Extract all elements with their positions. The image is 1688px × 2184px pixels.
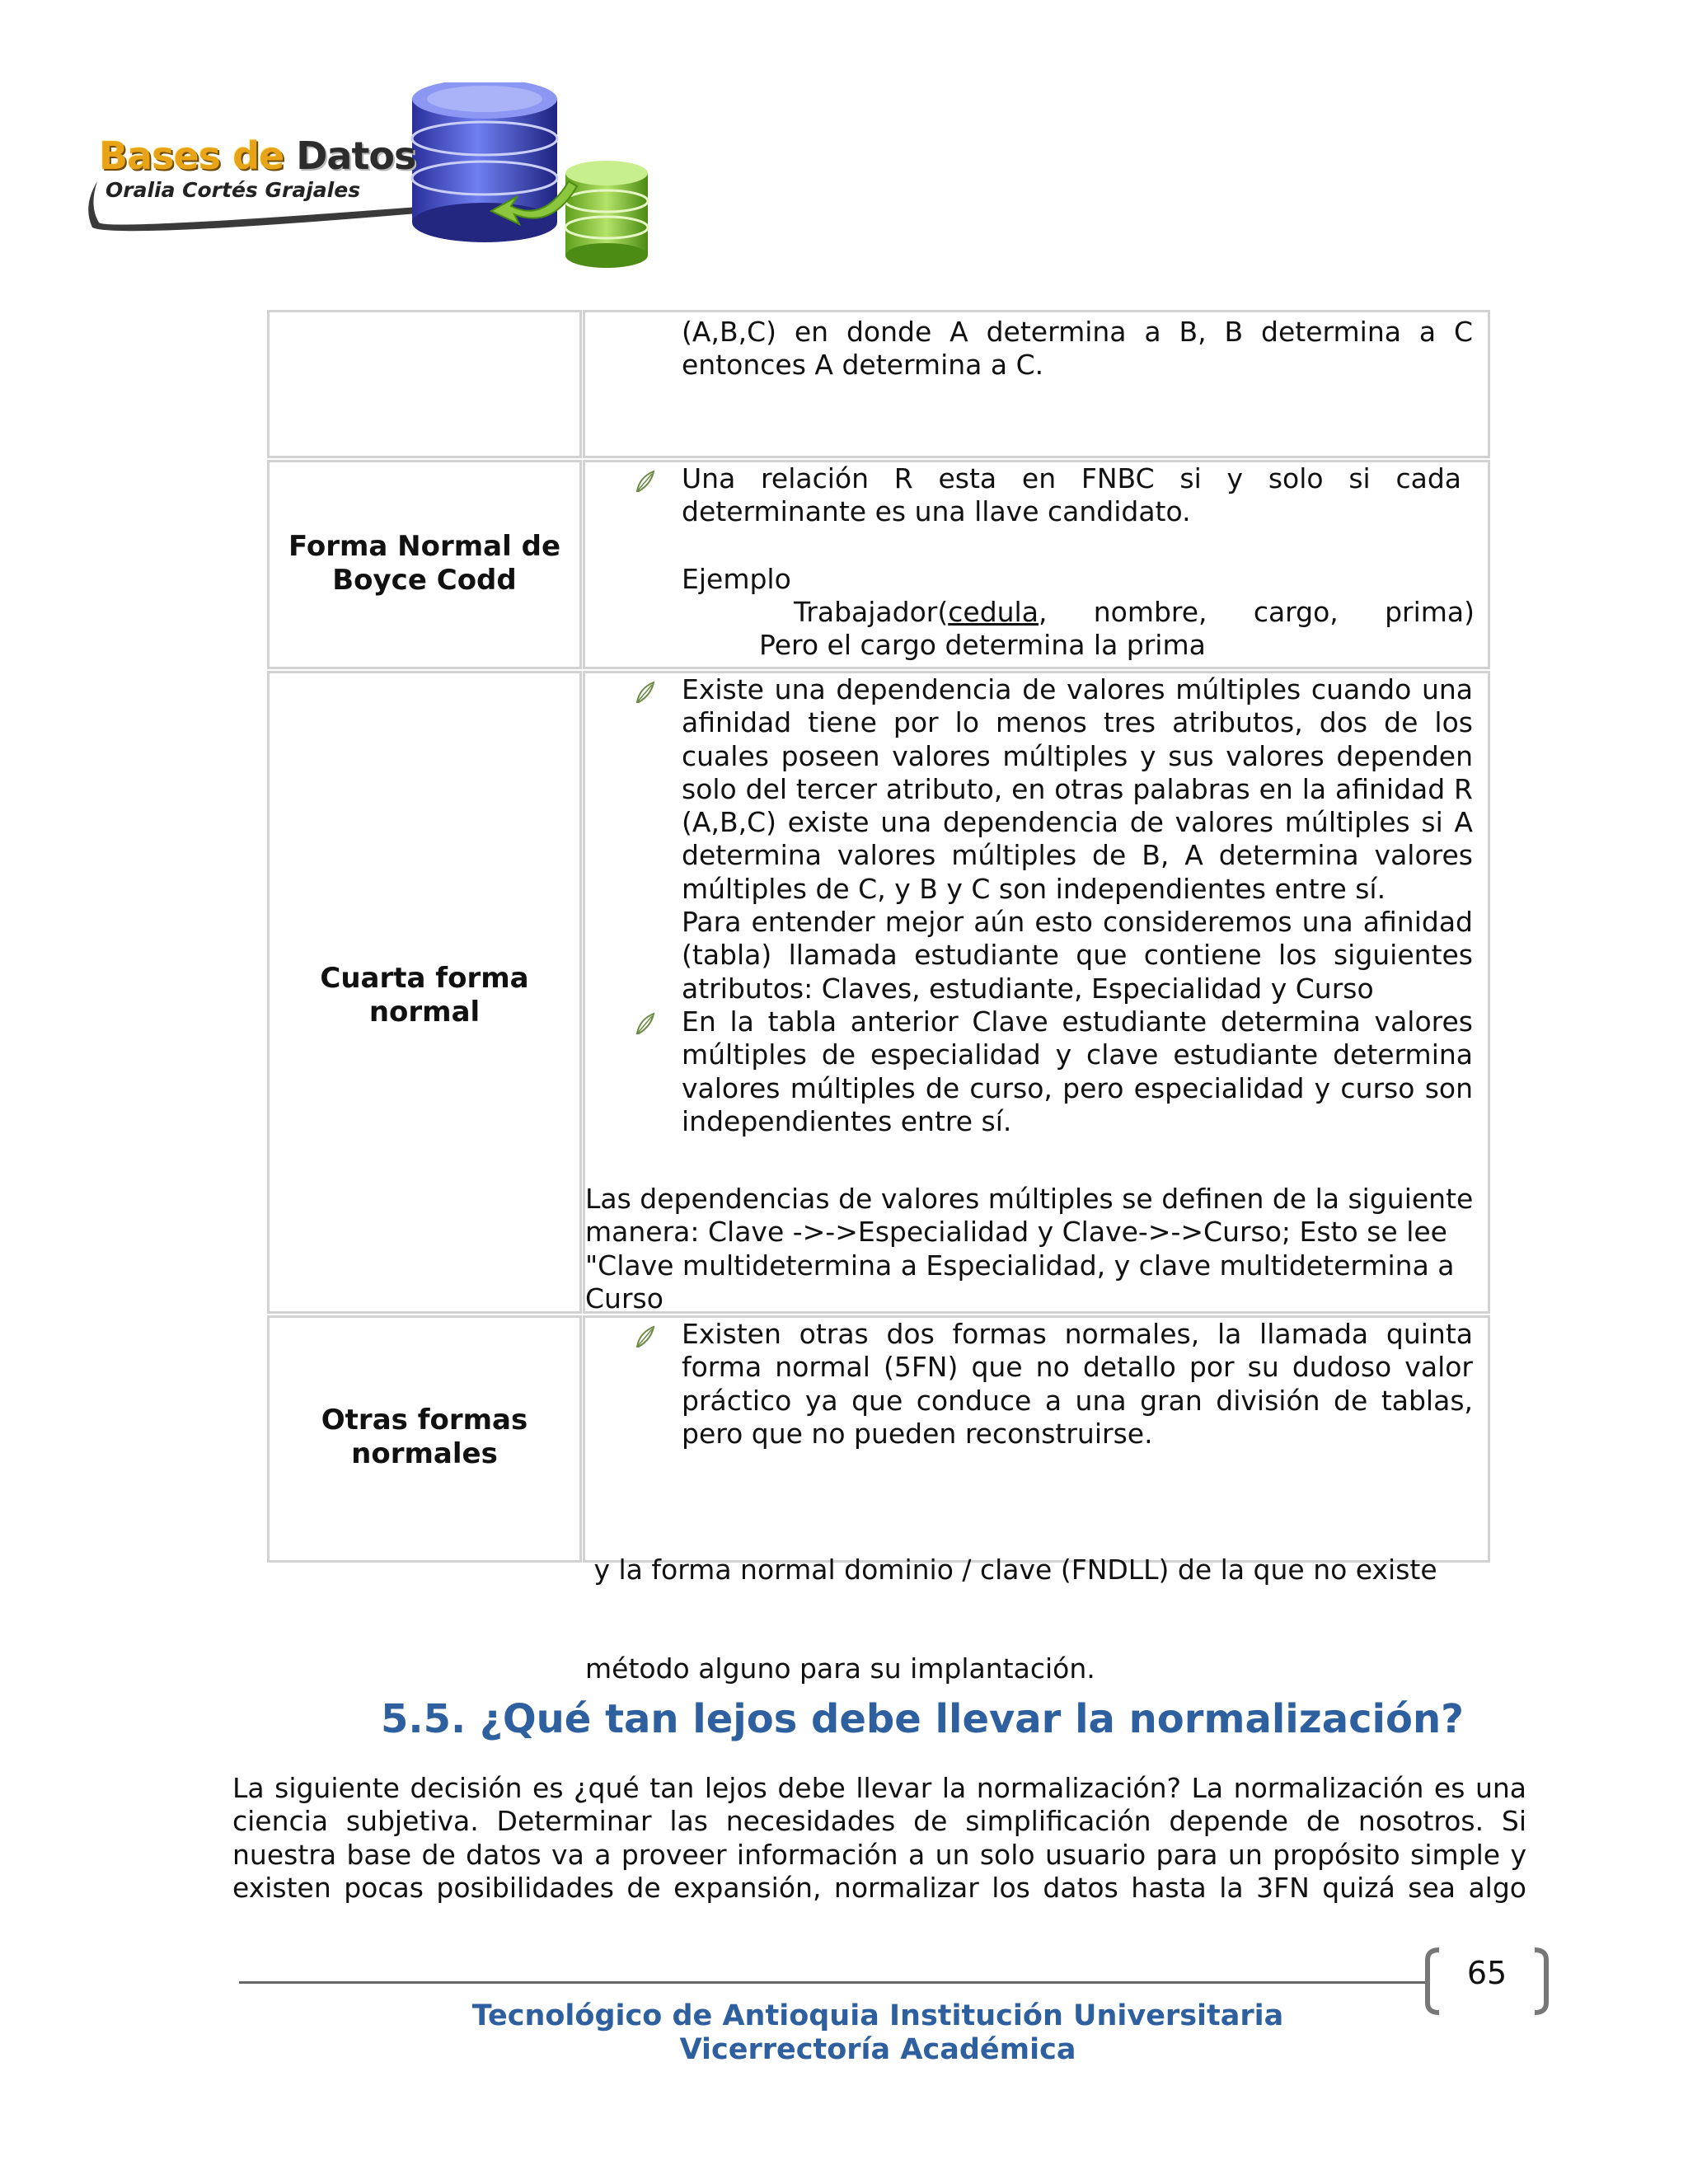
logo-title: Bases de Datos bbox=[99, 134, 416, 178]
row1-text bbox=[682, 316, 1473, 382]
example-label: Ejemplo bbox=[682, 563, 791, 595]
text-line: Curso bbox=[585, 1282, 663, 1315]
row3-bullet1-text bbox=[682, 673, 1473, 1005]
footer-institution: Tecnológico de Antioquia Institución Universitaria bbox=[471, 1999, 1284, 2032]
row2-bullet-text bbox=[682, 462, 1461, 529]
table-cell-label-row2 bbox=[267, 460, 582, 669]
table-cell-label-row4 bbox=[267, 1315, 582, 1563]
primary-key-cedula: cedula bbox=[948, 596, 1039, 628]
header-logo bbox=[82, 82, 676, 280]
text-line: múltiples de C, y B y C son independientes entre sí. bbox=[682, 872, 1386, 905]
text-line: (tabla) llamada estudiante que contiene los siguientes bbox=[682, 939, 1473, 972]
text-line: pero que no pueden reconstruirse. bbox=[682, 1417, 1153, 1450]
text-line: Una relación R esta en FNBC si y solo si cada bbox=[682, 462, 1461, 494]
table-cell-content-row4 bbox=[583, 1315, 1490, 1685]
text-line: afinidad tiene por lo menos tres atributos, dos de los bbox=[682, 706, 1473, 739]
text-line: determina valores múltiples de B, A determina valores bbox=[682, 839, 1473, 872]
text-line: La siguiente decisión es ¿qué tan lejos debe llevar la normalización? La normalización es una bbox=[232, 1772, 1526, 1804]
text-line: solo del tercer atributo, en otras palabras en la afinidad R bbox=[682, 772, 1473, 805]
section-heading: 5.5. ¿Qué tan lejos debe llevar la normalización? bbox=[381, 1696, 1464, 1742]
text-line: (A,B,C) existe una dependencia de valores múltiples si A bbox=[682, 806, 1473, 839]
text-line: valores múltiples de curso, pero especialidad y curso son bbox=[682, 1071, 1473, 1104]
text-line: cuales poseen valores múltiples y sus valores dependen bbox=[682, 739, 1473, 772]
text-line: nuestra base de datos va a proveer información a un solo usuario para un propósito simple y bbox=[232, 1838, 1526, 1871]
example-note: Pero el cargo determina la prima bbox=[759, 629, 1206, 661]
text-line: múltiples de especialidad y clave estudiante determina bbox=[682, 1038, 1473, 1071]
table-cell-label-row3 bbox=[267, 671, 582, 1314]
example-relation: Trabajador(cedula, nombre, cargo, prima) bbox=[794, 596, 1475, 628]
table-cell-content-row1 bbox=[583, 310, 1490, 458]
text-line: y la forma normal dominio / clave (FNDLL) de la que no existe bbox=[585, 1553, 1437, 1586]
text-line: Las dependencias de valores múltiples se definen de la siguiente bbox=[585, 1183, 1474, 1215]
row3-bullet2-text bbox=[682, 1005, 1473, 1138]
text-line: determinante es una llave candidato. bbox=[682, 495, 1191, 528]
logo-author: Oralia Cortés Grajales bbox=[106, 178, 361, 202]
leaf-bullet-icon bbox=[635, 469, 656, 494]
row-label-4nf: Cuarta forma normal bbox=[320, 962, 529, 1029]
text-line: Para entender mejor aún esto consideremos una afinidad bbox=[682, 906, 1473, 939]
table-cell-content-row2 bbox=[583, 460, 1490, 669]
text-line: manera: Clave ->->Especialidad y Clave->->Curso; Esto se lee bbox=[585, 1216, 1447, 1249]
text-line: método alguno para su implantación. bbox=[585, 1652, 1095, 1685]
text-line: práctico ya que conduce a una gran división de tablas, bbox=[682, 1384, 1473, 1417]
text-line: entonces A determina a C. bbox=[682, 349, 1044, 382]
text-line: Existe una dependencia de valores múltiples cuando una bbox=[682, 673, 1473, 705]
row-label-other-forms: Otras formas normales bbox=[321, 1404, 528, 1470]
text-line: existen pocas posibilidades de expansión, normalizar los datos hasta la 3FN quizá sea algo bbox=[232, 1871, 1526, 1904]
text-line: Existen otras dos formas normales, la llamada quinta bbox=[682, 1318, 1473, 1350]
text-line: forma normal (5FN) que no detallo por su dudoso valor bbox=[682, 1351, 1473, 1384]
row-label-bcnf: Forma Normal de Boyce Codd bbox=[288, 530, 561, 597]
table-cell-content-row3 bbox=[583, 671, 1490, 1314]
leaf-bullet-icon bbox=[635, 1011, 656, 1036]
leaf-bullet-icon bbox=[635, 1324, 656, 1349]
text-line: ciencia subjetiva. Determinar las necesidades de simplificación depende de nosotros. Si bbox=[232, 1805, 1526, 1838]
text-line: "Clave multidetermina a Especialidad, y clave multidetermina a bbox=[585, 1249, 1455, 1282]
row3-paragraph bbox=[585, 1183, 1474, 1315]
leaf-bullet-icon bbox=[635, 680, 656, 705]
text-line: (A,B,C) en donde A determina a B, B determina a C bbox=[682, 316, 1473, 348]
text-line: En la tabla anterior Clave estudiante determina valores bbox=[682, 1005, 1473, 1038]
normal-forms-table bbox=[267, 310, 1490, 1685]
page-number: 65 bbox=[1466, 1955, 1507, 1991]
section-paragraph bbox=[232, 1772, 1526, 1905]
table-cell-label-row1 bbox=[267, 310, 582, 458]
footer-divider bbox=[239, 1981, 1426, 1984]
footer-department: Vicerrectoría Académica bbox=[679, 2033, 1076, 2066]
row4-bullet-text bbox=[682, 1318, 1473, 1451]
text-line: atributos: Claves, estudiante, Especialidad y Curso bbox=[682, 972, 1374, 1005]
text-line: independientes entre sí. bbox=[682, 1104, 1012, 1137]
